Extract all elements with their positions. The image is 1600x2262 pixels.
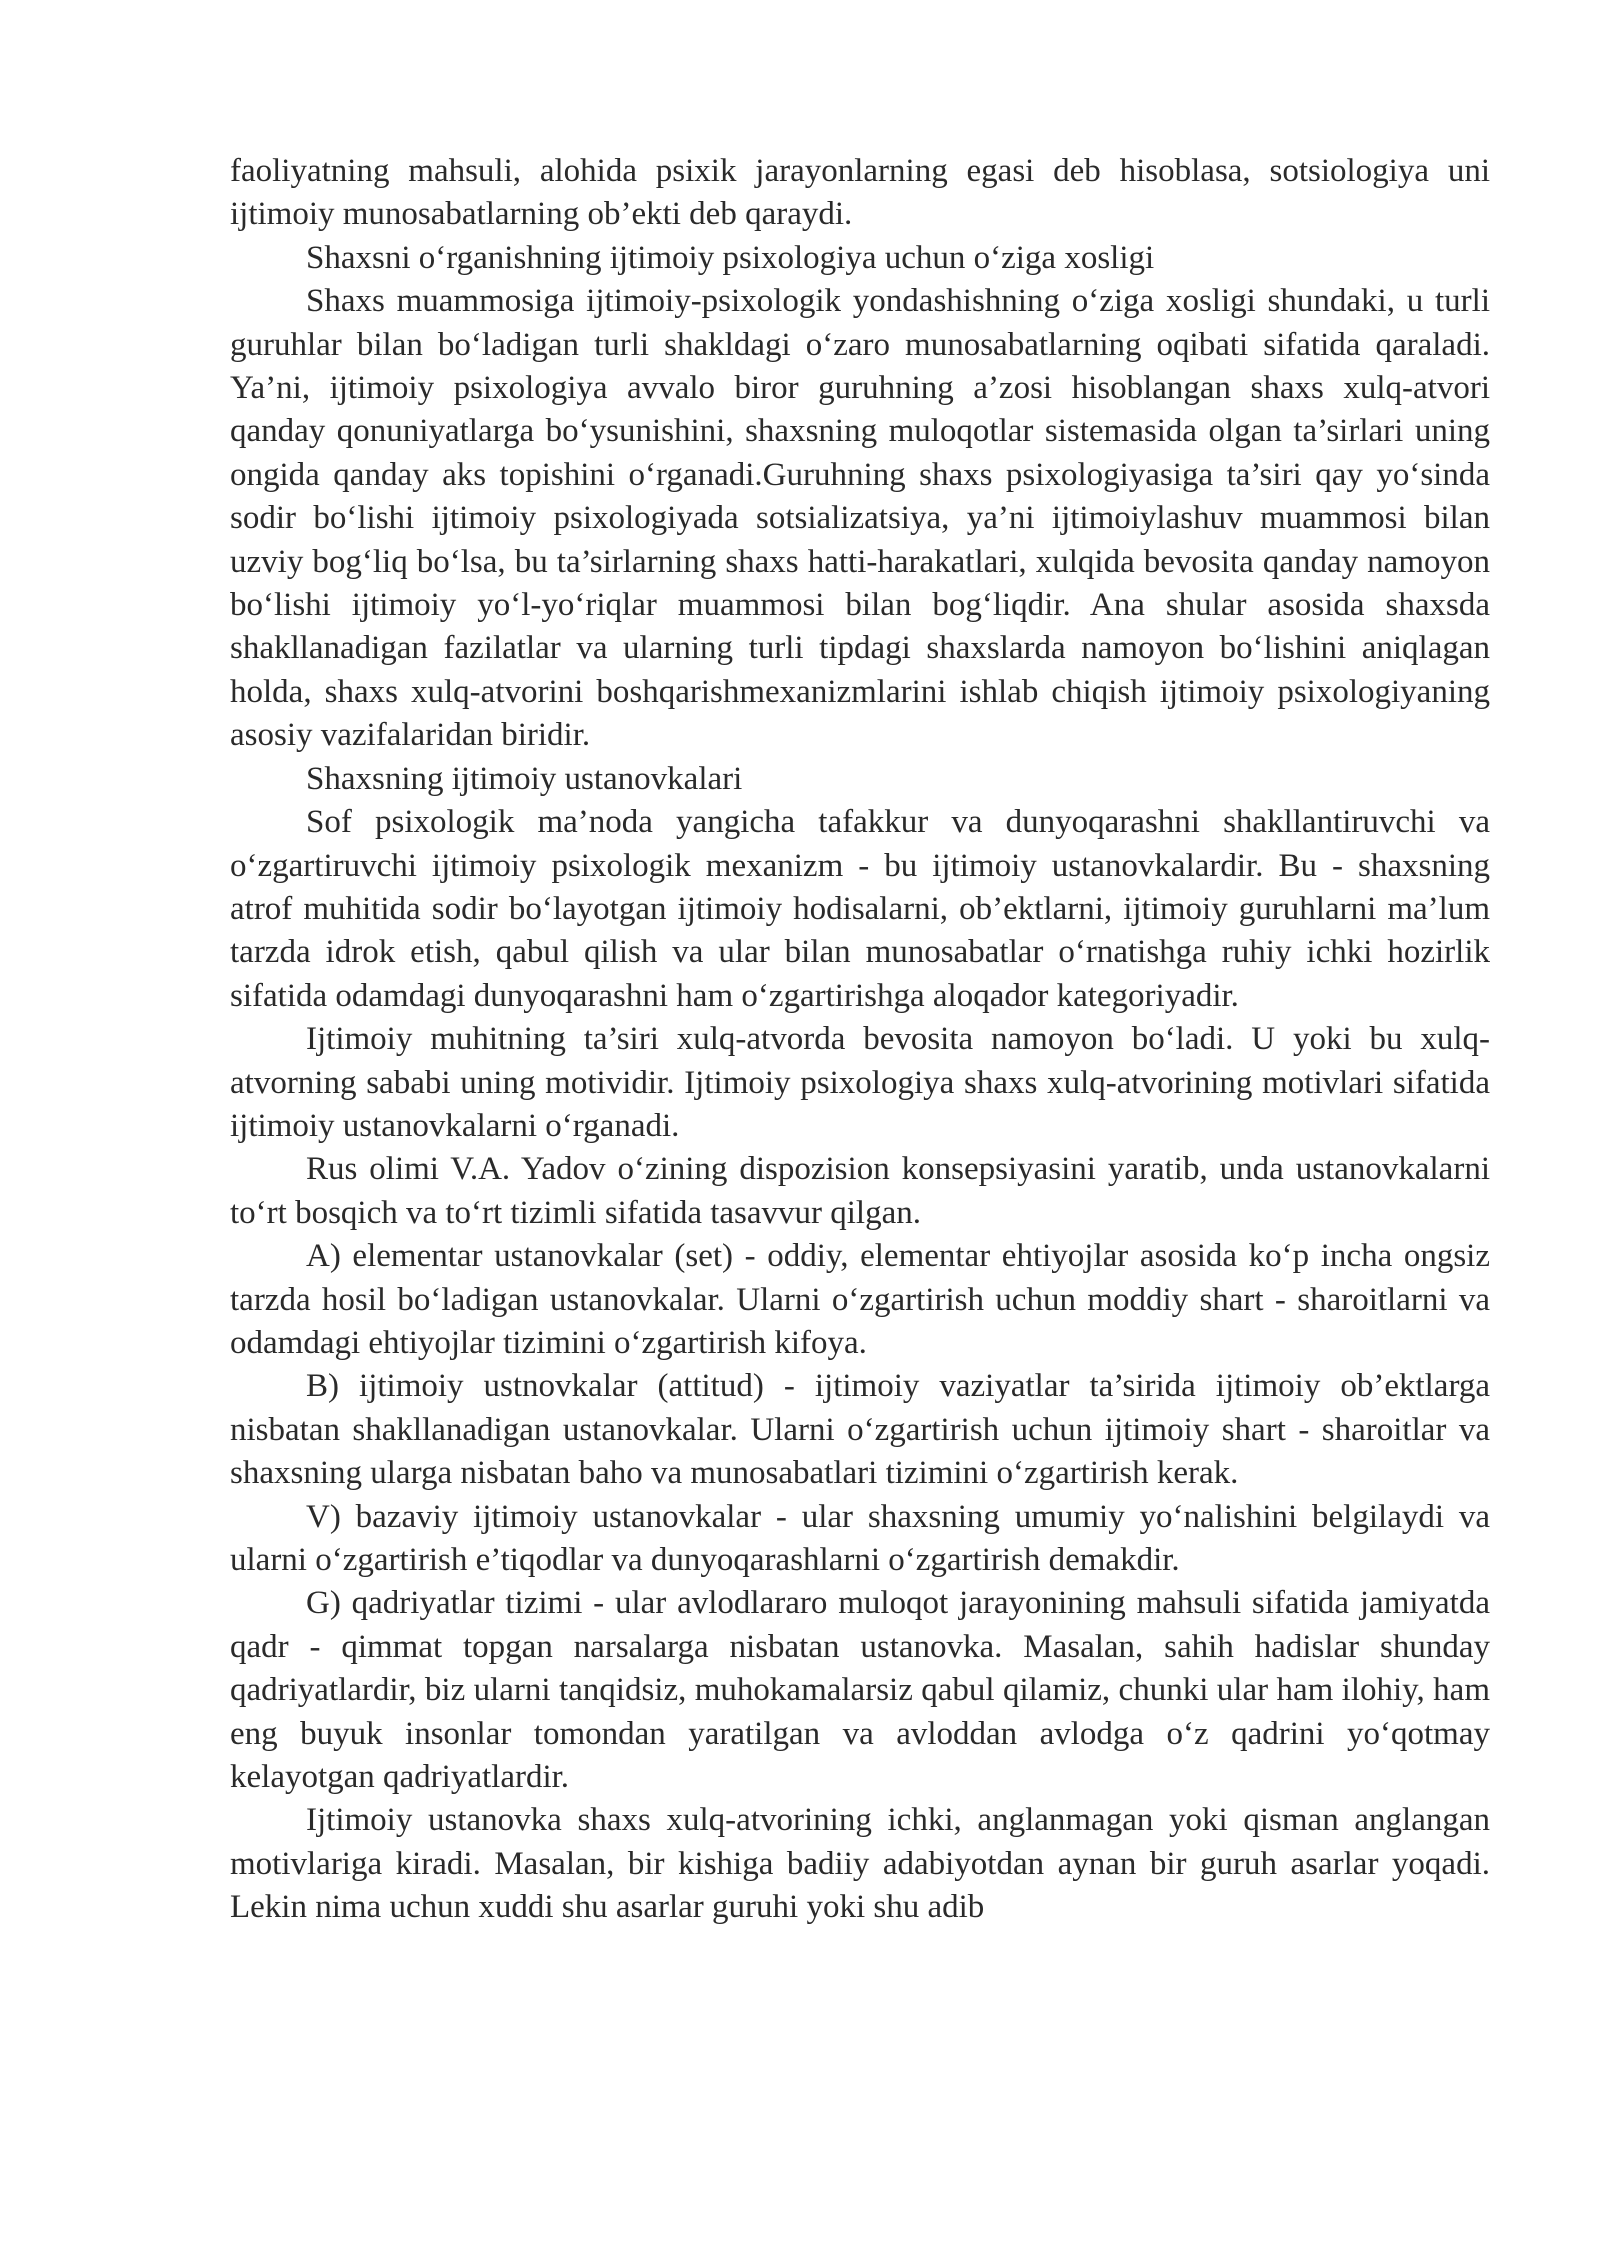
paragraph-list-item-v: V) bazaviy ijtimoiy ustanovkalar - ular shaxsning umumiy yo‘nalishini belgilaydi va ularni o‘zgartirish e’tiqodlar va dunyoqarashlarni o‘zgartirish demakdir. [230, 1498, 1490, 1578]
section-heading-shaxsni-organishning: Shaxsni o‘rganishning ijtimoiy psixologiya uchun o‘ziga xosligi [306, 239, 1155, 276]
paragraph-continuation: faoliyatning mahsuli, alohida psixik jarayonlarning egasi deb hisoblasa, sotsiologiya uni ijtimoiy munosabatlarning ob’ekti deb qaraydi. [230, 153, 1490, 233]
paragraph-shaxs-muammosiga: Shaxs muammosiga ijtimoiy-psixologik yondashishning o‘ziga xosligi shundaki, u turli guruhlar bilan bo‘ladigan turli shakldagi o‘zaro munosabatlarning oqibati sifatida qaraladi. Ya’ni, ijtimoiy psixologiya avvalo biror guruhning a’zosi hisoblangan shaxs xulq-atvori qanday qonuniyatlarga bo‘ysunishini, shaxsning muloqotlar sistemasida olgan ta’sirlari uning ongida qanday aks topishini o‘rganadi.Guruhning shaxs psixologiyasiga ta’siri qay yo‘sinda sodir bo‘lishi ijtimoiy psixologiyada sotsializatsiya, ya’ni ijtimoiylashuv muammosi bilan uzviy bog‘liq bo‘lsa, bu ta’sirlarning shaxs hatti-harakatlari, xulqida bevosita qanday namoyon bo‘lishi ijtimoiy yo‘l-yo‘riqlar muammosi bilan bog‘liqdir. Ana shular asosida shaxsda shakllanadigan fazilatlar va ularning turli tipdagi shaxslarda namoyon bo‘lishini aniqlagan holda, shaxs xulq-atvorini boshqarishmexanizmlarini ishlab chiqish ijtimoiy psixologiyaning asosiy vazifalaridan biridir. [230, 283, 1490, 754]
paragraph-rus-olimi: Rus olimi V.A. Yadov o‘zining dispozision konsepsiyasini yaratib, unda ustanovkalarni to‘rt bosqich va to‘rt tizimli sifatida tasavvur qilgan. [230, 1151, 1490, 1231]
section-heading-ijtimoiy-ustanovkalari: Shaxsning ijtimoiy ustanovkalari [306, 760, 743, 797]
paragraph-sof-psixologik: Sof psixologik ma’noda yangicha tafakkur va dunyoqarashni shakllantiruvchi va o‘zgartiruvchi ijtimoiy psixologik mexanizm - bu ijtimoiy ustanovkalardir. Bu - shaxsning atrof muhitida sodir bo‘layotgan ijtimoiy hodisalarni, ob’ektlarni, ijtimoiy guruhlarni ma’lum tarzda idrok etish, qabul qilish va ular bilan munosabatlar o‘rnatishga ruhiy ichki hozirlik sifatida odamdagi dunyoqarashni ham o‘zgartirishga aloqador kategoriyadir. [230, 804, 1490, 1014]
paragraph-ijtimoiy-ustanovka: Ijtimoiy ustanovka shaxs xulq-atvorining ichki, anglanmagan yoki qisman anglangan motivlariga kiradi. Masalan, bir kishiga badiiy adabiyotdan aynan bir guruh asarlar yoqadi. Lekin nima uchun xuddi shu asarlar guruhi yoki shu adib [230, 1802, 1490, 1926]
document-page [230, 150, 1490, 1930]
paragraph-list-item-b: B) ijtimoiy ustnovkalar (attitud) - ijtimoiy vaziyatlar ta’sirida ijtimoiy ob’ektlarga nisbatan shakllanadigan ustanovkalar. Ularni o‘zgartirish uchun ijtimoiy shart - sharoitlar va shaxsning ularga nisbatan baho va munosabatlari tizimini o‘zgartirish kerak. [230, 1368, 1490, 1492]
paragraph-list-item-g: G) qadriyatlar tizimi - ular avlodlararo muloqot jarayonining mahsuli sifatida jamiyatda qadr - qimmat topgan narsalarga nisbatan ustanovka. Masalan, sahih hadislar shunday qadriyatlardir, biz ularni tanqidsiz, muhokamalarsiz qabul qilamiz, chunki ular ham ilohiy, ham eng buyuk insonlar tomondan yaratilgan va avloddan avlodga o‘z qadrini yo‘qotmay kelayotgan qadriyatlardir. [230, 1585, 1490, 1796]
paragraph-list-item-a: A) elementar ustanovkalar (set) - oddiy, elementar ehtiyojlar asosida ko‘p incha ongsiz tarzda hosil bo‘ladigan ustanovkalar. Ularni o‘zgartirish uchun moddiy shart - sharoitlarni va odamdagi ehtiyojlar tizimini o‘zgartirish kifoya. [230, 1238, 1490, 1361]
paragraph-ijtimoiy-muhitning: Ijtimoiy muhitning ta’siri xulq-atvorda bevosita namoyon bo‘ladi. U yoki bu xulq-atvorning sababi uning motividir. Ijtimoiy psixologiya shaxs xulq-atvorining motivlari sifatida ijtimoiy ustanovkalarni o‘rganadi. [230, 1021, 1490, 1144]
